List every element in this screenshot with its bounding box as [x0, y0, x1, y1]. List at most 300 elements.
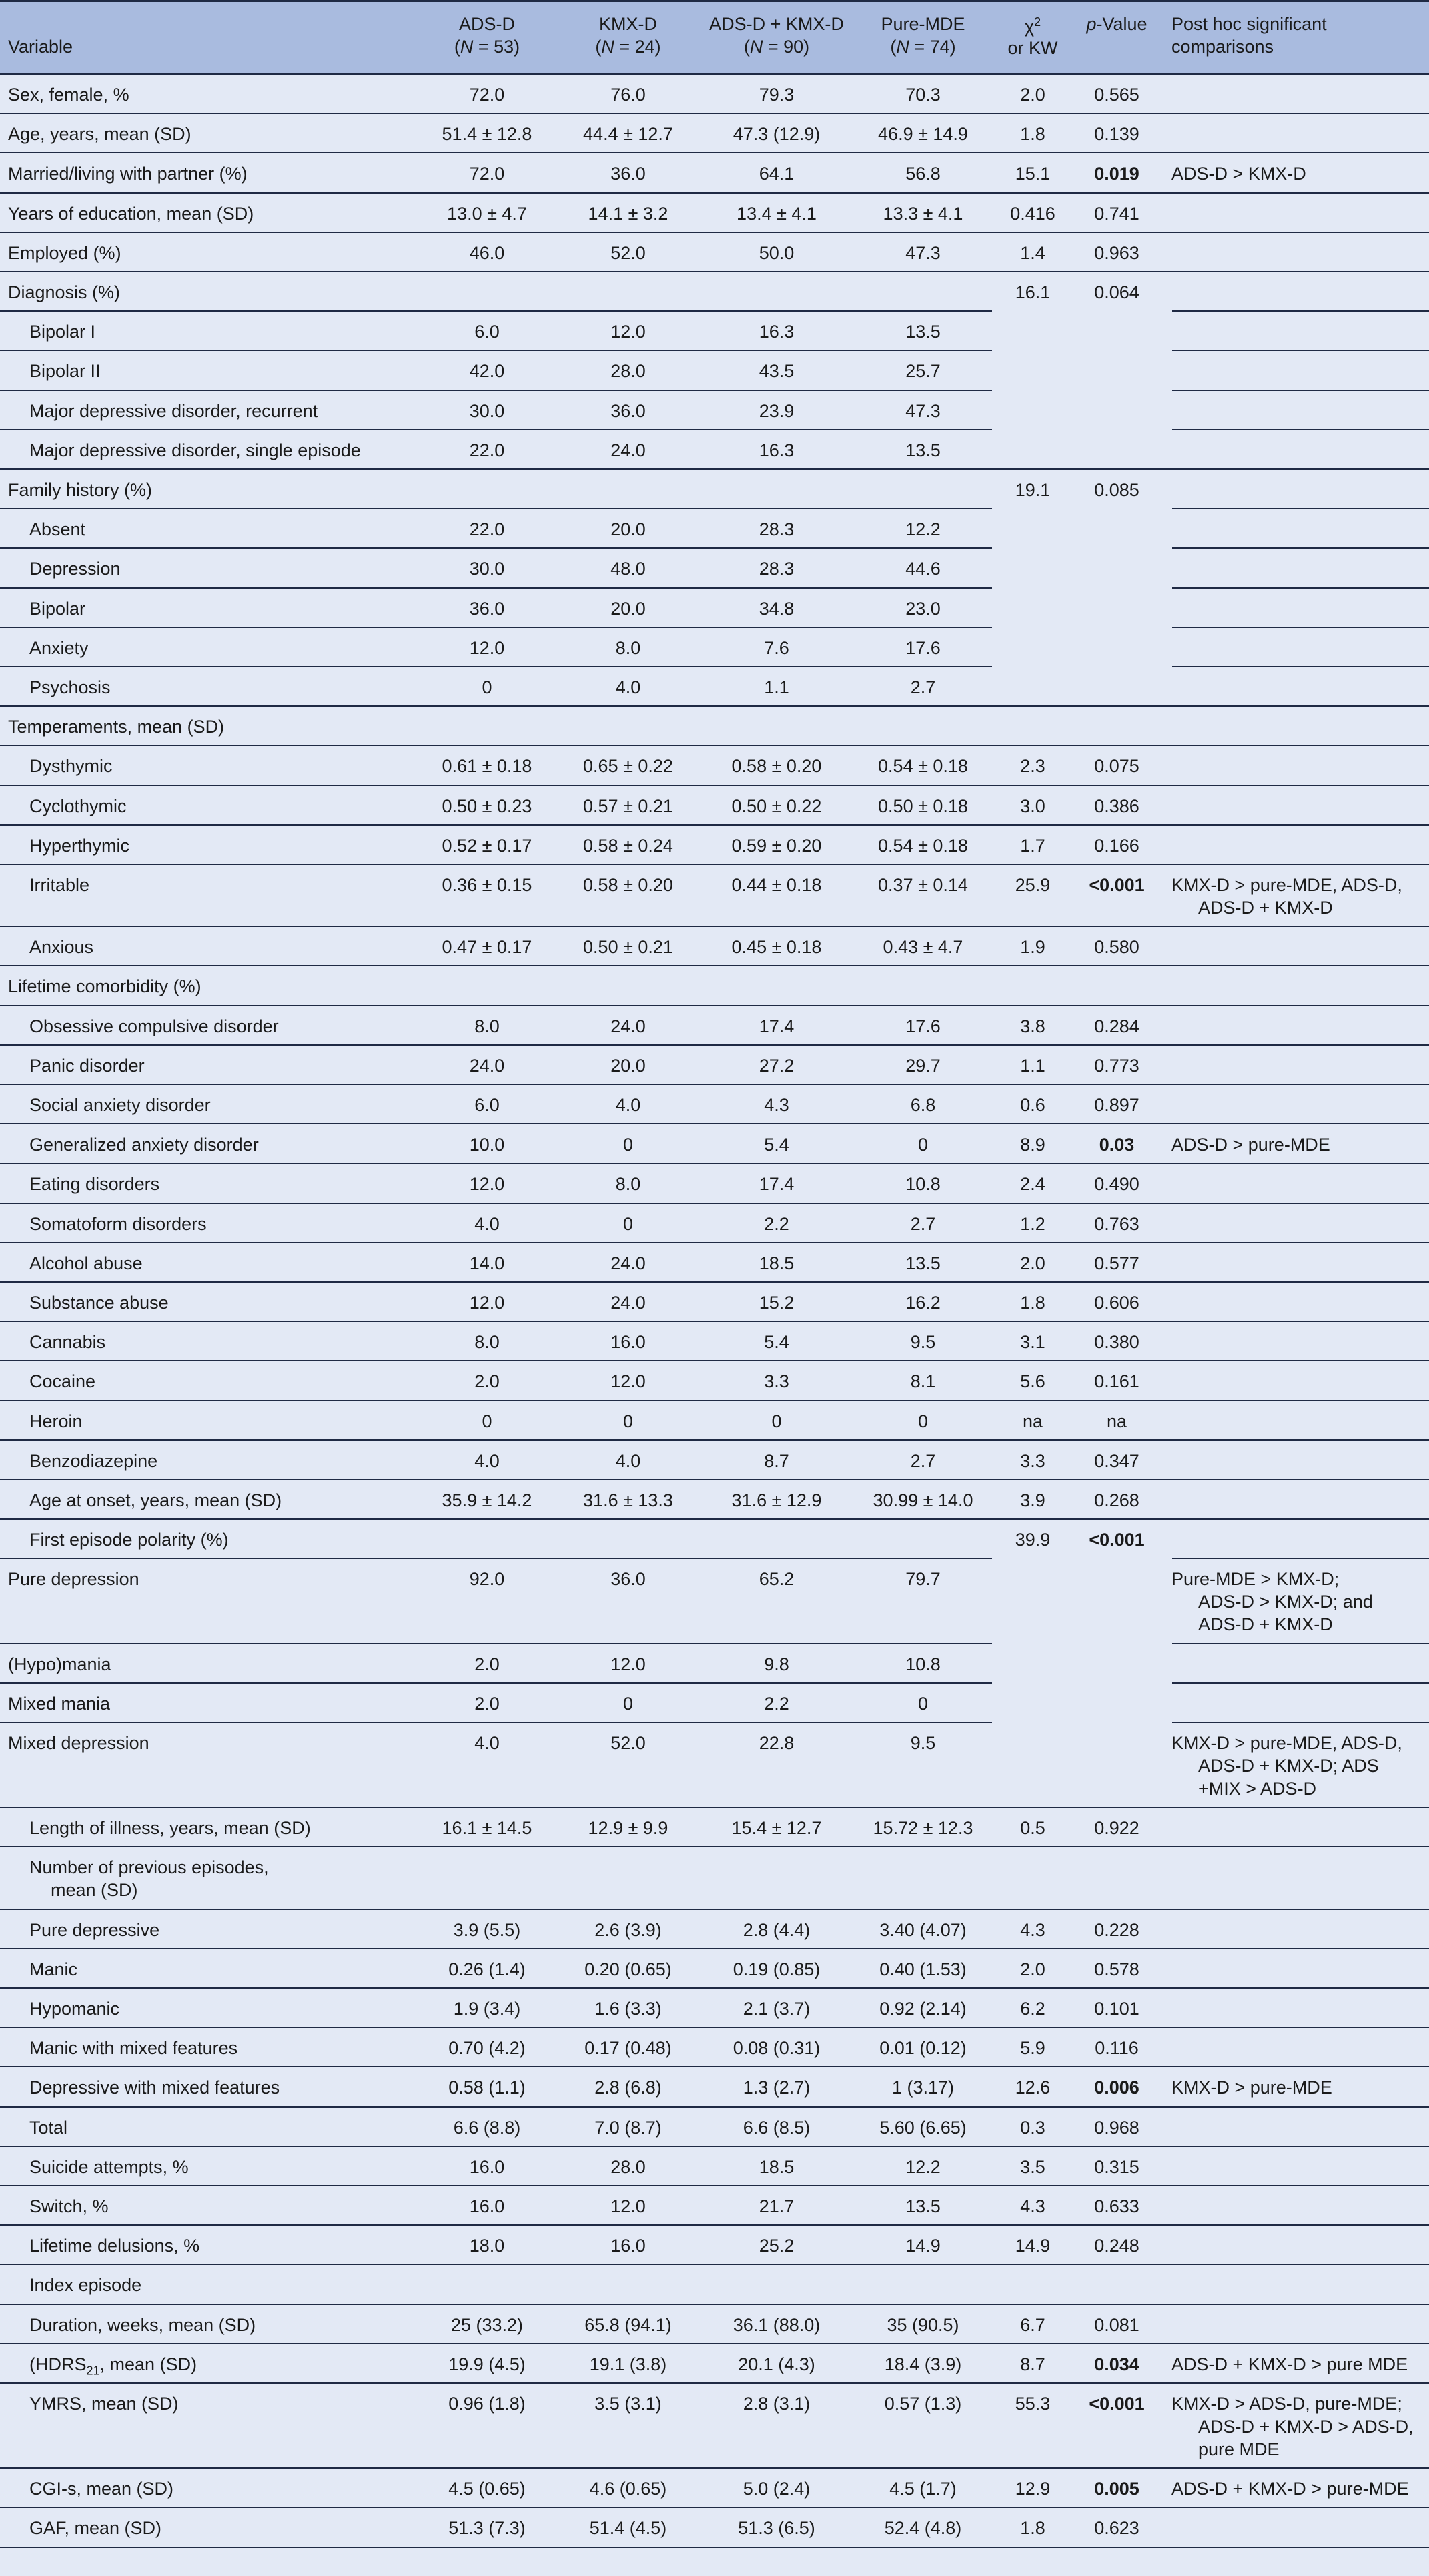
- row-label: Heroin: [29, 1411, 83, 1431]
- row-label: ($HDRS_{21}$, mean (SD): [29, 2354, 197, 2378]
- value-cell: 13.0 ± 4.7: [447, 203, 527, 224]
- row-label: Lifetime delusions, %: [29, 2236, 200, 2256]
- stat-cell: na: [1022, 1411, 1043, 1431]
- posthoc-cell: [1160, 470, 1429, 478]
- row-label: Hypomanic: [29, 1999, 120, 2019]
- stat-cell: 2.0: [1020, 1959, 1045, 1979]
- value-cell: 25.7: [905, 361, 941, 382]
- posthoc-cell: [1160, 1949, 1429, 1958]
- posthoc-cell: [1160, 1480, 1429, 1489]
- value-cell: 1.3 (2.7): [743, 2077, 811, 2098]
- posthoc-cell: [1160, 1910, 1429, 1919]
- value-cell: 7.6: [764, 637, 789, 658]
- posthoc-cell: KMX-D > pure-MDE: [1171, 2077, 1332, 2098]
- value-cell: 4.0: [615, 1095, 641, 1115]
- value-cell: 1 (3.17): [891, 2077, 955, 2098]
- table-row: [0, 1361, 1429, 1401]
- row-label: Cannabis: [29, 1332, 106, 1353]
- row-label: Bipolar II: [29, 361, 101, 382]
- stat-cell: [992, 707, 1073, 715]
- p-value-cell: 0.922: [1094, 1818, 1139, 1839]
- p-value-cell: [1073, 509, 1160, 518]
- stat-cell: [992, 549, 1073, 557]
- stat-cell: 19.1: [1015, 480, 1051, 500]
- stat-cell: 4.3: [1020, 2196, 1045, 2216]
- value-cell: [557, 2265, 699, 2274]
- value-cell: 24.0: [610, 1016, 646, 1036]
- value-cell: 14.0: [469, 1253, 505, 1273]
- value-cell: 14.9: [905, 2236, 941, 2256]
- value-cell: 16.3: [759, 440, 795, 460]
- p-value-cell: [1073, 1644, 1160, 1653]
- value-cell: 2.7: [910, 677, 936, 697]
- value-cell: 4.5 (1.7): [889, 2479, 957, 2499]
- value-cell: 16.2: [905, 1293, 941, 1313]
- p-value-cell: 0.897: [1094, 1095, 1139, 1115]
- stat-cell: 39.9: [1015, 1530, 1051, 1550]
- stat-cell: [992, 667, 1073, 676]
- value-cell: 18.5: [759, 2156, 795, 2177]
- p-value-cell: 0.606: [1094, 1293, 1139, 1313]
- p-value-cell: [1073, 1723, 1160, 1732]
- value-cell: 51.3 (7.3): [448, 2518, 526, 2539]
- value-cell: 0.50 ± 0.22: [731, 795, 822, 816]
- header-group-3: ADS-D + KMX-D (N = 90): [709, 14, 844, 57]
- table-row: [0, 865, 1429, 927]
- header-p-value: p-Value: [1086, 14, 1147, 34]
- stat-cell: [992, 589, 1073, 597]
- stat-cell: 1.1: [1020, 1055, 1045, 1076]
- value-cell: 0.20 (0.65): [584, 1959, 672, 1979]
- table-row: [0, 1559, 1429, 1644]
- table-row: [0, 1989, 1429, 2028]
- value-cell: 4.0: [474, 1733, 500, 1753]
- table-row: [0, 2186, 1429, 2226]
- posthoc-cell: ADS-D > KMX-D: [1171, 164, 1306, 184]
- value-cell: 79.3: [759, 85, 795, 105]
- value-cell: 36.0: [610, 164, 646, 184]
- table-row: [0, 1910, 1429, 1949]
- value-cell: 0.37 ± 0.14: [878, 875, 968, 895]
- row-label: Pure depression: [8, 1569, 139, 1590]
- p-value-cell: [1073, 589, 1160, 597]
- p-value-cell: 0.228: [1094, 1919, 1139, 1940]
- row-label: Duration, weeks, mean (SD): [29, 2314, 256, 2335]
- posthoc-cell: [1160, 114, 1429, 123]
- row-label: Number of previous episodes, mean (SD): [29, 1857, 269, 1901]
- posthoc-cell: [1160, 1204, 1429, 1213]
- value-cell: 31.6 ± 12.9: [731, 1490, 822, 1510]
- stat-cell: 0.5: [1020, 1818, 1045, 1839]
- value-cell: 72.0: [469, 164, 505, 184]
- row-label: Psychosis: [29, 677, 111, 697]
- table-row: [0, 927, 1429, 966]
- row-label: Bipolar: [29, 598, 86, 619]
- value-cell: 36.0: [469, 598, 505, 619]
- p-value-cell: [1073, 667, 1160, 676]
- posthoc-cell: [1160, 589, 1429, 597]
- posthoc-cell: Pure-MDE > KMX-D; ADS-D > KMX-D; and ADS-D + KMX-D: [1171, 1569, 1373, 1635]
- value-cell: 7.0 (8.7): [594, 2117, 662, 2138]
- value-cell: 8.7: [764, 1450, 789, 1471]
- stat-cell: 15.1: [1015, 164, 1051, 184]
- stat-cell: [992, 1644, 1073, 1653]
- p-value-cell: 0.085: [1094, 480, 1139, 500]
- posthoc-cell: [1160, 194, 1429, 202]
- value-cell: 28.0: [610, 361, 646, 382]
- p-value-cell: [1073, 391, 1160, 400]
- value-cell: [557, 707, 699, 715]
- table-row: [0, 2226, 1429, 2265]
- table-row: [0, 2305, 1429, 2344]
- value-cell: 0.43 ± 4.7: [883, 937, 963, 958]
- value-cell: 0.45 ± 0.18: [731, 937, 822, 958]
- value-cell: 15.2: [759, 1293, 795, 1313]
- stat-cell: [992, 1847, 1073, 1856]
- p-value-cell: 0.565: [1094, 85, 1139, 105]
- value-cell: 4.5 (0.65): [448, 2479, 526, 2499]
- value-cell: 22.0: [469, 440, 505, 460]
- value-cell: 0: [622, 1135, 634, 1155]
- table-row: [0, 2067, 1429, 2107]
- value-cell: 12.0: [610, 2196, 646, 2216]
- p-value-cell: 0.580: [1094, 937, 1139, 958]
- stat-cell: 8.9: [1020, 1135, 1045, 1155]
- table-row: [0, 589, 1429, 628]
- table-row: [0, 1401, 1429, 1441]
- value-cell: 24.0: [469, 1055, 505, 1076]
- value-cell: 0: [917, 1411, 929, 1431]
- row-label: Anxiety: [29, 637, 89, 658]
- table-header: [0, 0, 1429, 75]
- posthoc-cell: [1160, 272, 1429, 281]
- p-value-cell: [1073, 1684, 1160, 1692]
- p-value-cell: <0.001: [1089, 875, 1145, 895]
- row-label: Generalized anxiety disorder: [29, 1135, 259, 1155]
- table-row: [0, 1949, 1429, 1989]
- stat-cell: 2.3: [1020, 756, 1045, 777]
- value-cell: 3.40 (4.07): [879, 1919, 967, 1940]
- p-value-cell: 0.386: [1094, 795, 1139, 816]
- value-cell: 6.8: [910, 1095, 936, 1115]
- value-cell: 13.5: [905, 440, 941, 460]
- p-value-cell: 0.633: [1094, 2196, 1139, 2216]
- value-cell: 8.0: [615, 637, 641, 658]
- table-row: [0, 2384, 1429, 2469]
- value-cell: 16.0: [610, 2236, 646, 2256]
- posthoc-cell: [1160, 2028, 1429, 2037]
- stat-cell: 1.8: [1020, 124, 1045, 145]
- p-value-cell: 0.005: [1094, 2479, 1139, 2499]
- value-cell: 0.58 ± 0.24: [583, 835, 673, 856]
- value-cell: 12.9 ± 9.9: [588, 1818, 668, 1839]
- value-cell: 17.4: [759, 1016, 795, 1036]
- stat-cell: [992, 1559, 1073, 1568]
- row-label: Major depressive disorder, single episode: [29, 440, 361, 460]
- table-row: [0, 549, 1429, 588]
- value-cell: 52.0: [610, 242, 646, 263]
- value-cell: 65.2: [759, 1569, 795, 1590]
- value-cell: 9.5: [910, 1332, 936, 1353]
- table-row: [0, 312, 1429, 351]
- value-cell: 0.01 (0.12): [879, 2038, 967, 2059]
- value-cell: [854, 1520, 992, 1528]
- p-value-cell: [1073, 707, 1160, 715]
- p-value-cell: 0.315: [1094, 2156, 1139, 2177]
- value-cell: [854, 272, 992, 281]
- p-value-cell: [1073, 628, 1160, 637]
- row-label: Major depressive disorder, recurrent: [29, 400, 318, 421]
- value-cell: 18.4 (3.9): [884, 2354, 962, 2374]
- stat-cell: 25.9: [1015, 875, 1051, 895]
- posthoc-cell: [1160, 1401, 1429, 1410]
- value-cell: [417, 1520, 557, 1528]
- value-cell: 0.36 ± 0.15: [442, 875, 532, 895]
- stat-cell: 3.8: [1020, 1016, 1045, 1036]
- value-cell: [699, 1847, 854, 1856]
- value-cell: 8.0: [474, 1016, 500, 1036]
- posthoc-cell: [1160, 786, 1429, 795]
- value-cell: 0.61 ± 0.18: [442, 756, 532, 777]
- value-cell: 30.0: [469, 559, 505, 579]
- value-cell: 12.0: [469, 1174, 505, 1195]
- table-row: [0, 1847, 1429, 1909]
- value-cell: 25 (33.2): [450, 2314, 524, 2335]
- value-cell: [699, 966, 854, 975]
- value-cell: 12.0: [610, 1371, 646, 1392]
- table-row: [0, 1046, 1429, 1085]
- value-cell: 44.6: [905, 559, 941, 579]
- value-cell: 28.0: [610, 2156, 646, 2177]
- stat-cell: [992, 1684, 1073, 1692]
- value-cell: [854, 2265, 992, 2274]
- p-value-cell: 0.578: [1094, 1959, 1139, 1979]
- stat-cell: 8.7: [1020, 2354, 1045, 2374]
- value-cell: 0.50 ± 0.21: [583, 937, 673, 958]
- stat-cell: 4.3: [1020, 1919, 1045, 1940]
- value-cell: 12.0: [610, 1654, 646, 1674]
- row-label: Irritable: [29, 875, 90, 895]
- value-cell: 10.0: [469, 1135, 505, 1155]
- p-value-cell: 0.248: [1094, 2236, 1139, 2256]
- value-cell: 6.6 (8.5): [743, 2117, 811, 2138]
- p-value-cell: 0.577: [1094, 1253, 1139, 1273]
- p-value-cell: 0.006: [1094, 2077, 1139, 2098]
- value-cell: 16.0: [469, 2156, 505, 2177]
- value-cell: 79.7: [905, 1569, 941, 1590]
- posthoc-cell: ADS-D + KMX-D > pure MDE: [1171, 2354, 1408, 2374]
- p-value-cell: 0.075: [1094, 756, 1139, 777]
- value-cell: [699, 2265, 854, 2274]
- value-cell: 52.0: [610, 1733, 646, 1753]
- row-label: Absent: [29, 519, 86, 540]
- value-cell: 72.0: [469, 85, 505, 105]
- posthoc-cell: [1160, 927, 1429, 936]
- value-cell: 4.0: [615, 1450, 641, 1471]
- value-cell: 0.54 ± 0.18: [878, 835, 968, 856]
- p-value-cell: 0.380: [1094, 1332, 1139, 1353]
- stat-cell: 5.9: [1020, 2038, 1045, 2059]
- value-cell: 47.3 (12.9): [733, 124, 821, 145]
- value-cell: 0.08 (0.31): [733, 2038, 821, 2059]
- value-cell: 22.0: [469, 519, 505, 540]
- value-cell: 17.6: [905, 637, 941, 658]
- value-cell: 28.3: [759, 519, 795, 540]
- value-cell: 18.5: [759, 1253, 795, 1273]
- value-cell: 10.8: [905, 1654, 941, 1674]
- posthoc-cell: [1160, 1847, 1429, 1856]
- stat-cell: 1.4: [1020, 242, 1045, 263]
- value-cell: 0.57 ± 0.21: [583, 795, 673, 816]
- value-cell: [699, 1520, 854, 1528]
- value-cell: 0.50 ± 0.23: [442, 795, 532, 816]
- value-cell: [417, 2265, 557, 2274]
- row-label: Temperaments, mean (SD): [8, 717, 225, 737]
- p-value-cell: 0.268: [1094, 1490, 1139, 1510]
- value-cell: 28.3: [759, 559, 795, 579]
- value-cell: 44.4 ± 12.7: [583, 124, 673, 145]
- p-value-cell: 0.034: [1094, 2354, 1139, 2374]
- p-value-cell: 0.741: [1094, 203, 1139, 224]
- stat-cell: 3.0: [1020, 795, 1045, 816]
- header-group-4: Pure-MDE (N = 74): [881, 14, 965, 57]
- value-cell: 22.8: [759, 1733, 795, 1753]
- value-cell: 0: [622, 1213, 634, 1234]
- value-cell: 12.2: [905, 2156, 941, 2177]
- row-label: Married/living with partner (%): [8, 164, 248, 184]
- posthoc-cell: [1160, 1243, 1429, 1252]
- stat-cell: 55.3: [1015, 2394, 1051, 2414]
- value-cell: 0.96 (1.8): [448, 2394, 526, 2414]
- posthoc-cell: KMX-D > pure-MDE, ADS-D, ADS-D + KMX-D; ADS +MIX > ADS-D: [1171, 1733, 1402, 1799]
- value-cell: 92.0: [469, 1569, 505, 1590]
- table-row: [0, 667, 1429, 707]
- stat-cell: 16.1: [1015, 282, 1051, 302]
- table-row: [0, 509, 1429, 549]
- p-value-cell: 0.161: [1094, 1371, 1139, 1392]
- p-value-cell: 0.963: [1094, 242, 1139, 263]
- p-value-cell: 0.968: [1094, 2117, 1139, 2138]
- row-label: Sex, female, %: [8, 85, 129, 105]
- value-cell: 21.7: [759, 2196, 795, 2216]
- value-cell: [699, 707, 854, 715]
- value-cell: 5.0 (2.4): [743, 2479, 811, 2499]
- value-cell: 36.0: [610, 400, 646, 421]
- stat-cell: 3.1: [1020, 1332, 1045, 1353]
- value-cell: 47.3: [905, 400, 941, 421]
- posthoc-cell: [1160, 707, 1429, 715]
- value-cell: 17.4: [759, 1174, 795, 1195]
- value-cell: 0.65 ± 0.22: [583, 756, 673, 777]
- value-cell: 4.0: [615, 677, 641, 697]
- value-cell: 14.1 ± 3.2: [588, 203, 668, 224]
- value-cell: 13.3 ± 4.1: [883, 203, 963, 224]
- value-cell: 50.0: [759, 242, 795, 263]
- table-row: [0, 2147, 1429, 2186]
- value-cell: 0.57 (1.3): [884, 2394, 962, 2414]
- value-cell: 31.6 ± 13.3: [583, 1490, 673, 1510]
- posthoc-cell: ADS-D > pure-MDE: [1171, 1135, 1330, 1155]
- posthoc-cell: [1160, 628, 1429, 637]
- table-row: [0, 391, 1429, 430]
- value-cell: 30.99 ± 14.0: [873, 1490, 973, 1510]
- value-cell: [417, 470, 557, 478]
- value-cell: [557, 470, 699, 478]
- value-cell: 0: [917, 1135, 929, 1155]
- table-row: [0, 966, 1429, 1006]
- posthoc-cell: [1160, 2508, 1429, 2517]
- value-cell: 29.7: [905, 1055, 941, 1076]
- row-label: YMRS, mean (SD): [29, 2394, 179, 2414]
- stat-cell: 3.3: [1020, 1450, 1045, 1471]
- value-cell: 0.47 ± 0.17: [442, 937, 532, 958]
- value-cell: 2.0: [474, 1371, 500, 1392]
- value-cell: 36.1 (88.0): [733, 2314, 821, 2335]
- value-cell: 51.4 ± 12.8: [442, 124, 532, 145]
- value-cell: 5.4: [764, 1332, 789, 1353]
- value-cell: 36.0: [610, 1569, 646, 1590]
- row-label: Length of illness, years, mean (SD): [29, 1818, 311, 1839]
- row-label: Pure depressive: [29, 1919, 160, 1940]
- p-value-cell: 0.139: [1094, 124, 1139, 145]
- posthoc-cell: KMX-D > ADS-D, pure-MDE; ADS-D + KMX-D > ADS-D, pure MDE: [1171, 2394, 1414, 2459]
- posthoc-cell: [1160, 351, 1429, 360]
- value-cell: [854, 707, 992, 715]
- value-cell: 0.58 ± 0.20: [731, 756, 822, 777]
- value-cell: 4.0: [474, 1450, 500, 1471]
- value-cell: 5.60 (6.65): [879, 2117, 967, 2138]
- posthoc-cell: [1160, 1441, 1429, 1450]
- value-cell: 52.4 (4.8): [884, 2518, 962, 2539]
- p-value-cell: 0.064: [1094, 282, 1139, 302]
- header-group-2: KMX-D (N = 24): [595, 14, 661, 57]
- posthoc-cell: [1160, 430, 1429, 439]
- stat-cell: 12.9: [1015, 2479, 1051, 2499]
- stat-cell: [992, 430, 1073, 439]
- table-row: [0, 1124, 1429, 1164]
- posthoc-cell: [1160, 233, 1429, 242]
- posthoc-cell: [1160, 1164, 1429, 1173]
- table-row: [0, 470, 1429, 509]
- value-cell: 2.6 (3.9): [594, 1919, 662, 1940]
- value-cell: 70.3: [905, 85, 941, 105]
- stat-cell: 2.0: [1020, 1253, 1045, 1273]
- posthoc-cell: [1160, 391, 1429, 400]
- row-label: Substance abuse: [29, 1293, 169, 1313]
- posthoc-cell: [1160, 509, 1429, 518]
- table-row: [0, 75, 1429, 114]
- row-label: Age, years, mean (SD): [8, 124, 191, 145]
- value-cell: 0: [771, 1411, 782, 1431]
- posthoc-cell: [1160, 2108, 1429, 2116]
- stat-cell: 12.6: [1015, 2077, 1051, 2098]
- value-cell: 0.92 (2.14): [879, 1999, 967, 2019]
- value-cell: 6.6 (8.8): [453, 2117, 521, 2138]
- table-row: [0, 707, 1429, 746]
- row-label: Hyperthymic: [29, 835, 130, 856]
- value-cell: 0: [622, 1693, 634, 1714]
- row-label: (Hypo)mania: [8, 1654, 111, 1674]
- value-cell: 1.6 (3.3): [594, 1999, 662, 2019]
- row-label: CGI-s, mean (SD): [29, 2479, 174, 2499]
- value-cell: 2.0: [474, 1654, 500, 1674]
- value-cell: 65.8 (94.1): [584, 2314, 672, 2335]
- value-cell: 13.5: [905, 2196, 941, 2216]
- p-value-cell: 0.019: [1094, 164, 1139, 184]
- row-label: Suicide attempts, %: [29, 2156, 189, 2177]
- value-cell: 13.5: [905, 1253, 941, 1273]
- stat-cell: 0.3: [1020, 2117, 1045, 2138]
